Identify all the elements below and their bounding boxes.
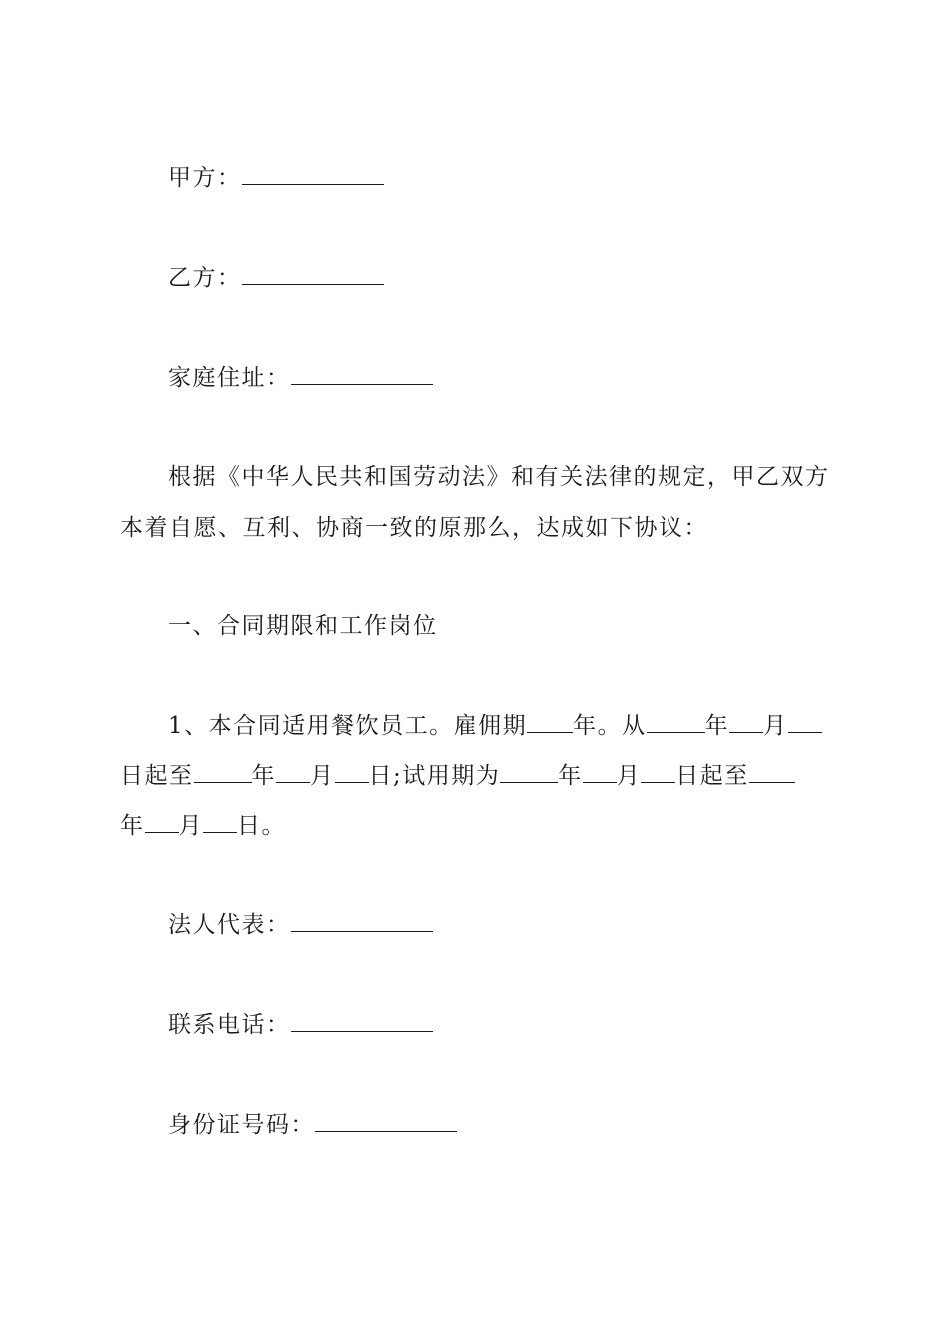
clause-1-text: 日起至 [120,763,194,789]
legal-rep-blank[interactable] [291,911,433,932]
phone-line [168,1011,433,1039]
clause-1-line-1 [168,712,822,740]
intro-text-2: 本着自愿、互利、协商一致的原那么，达成如下协议： [120,515,708,541]
party-b-line [168,264,384,292]
end-day-blank[interactable] [335,762,369,783]
phone-blank[interactable] [291,1011,433,1032]
intro-line-2 [120,514,708,542]
clause-1-text: 月 [616,763,642,789]
legal-rep-line [168,911,433,939]
clause-1-text: 月 [763,713,788,739]
party-a-label: 甲方： [168,165,242,191]
clause-1-text: 1、本合同适用餐饮员工。雇佣期 [168,713,528,739]
trial-end-day-blank[interactable] [203,812,237,833]
trial-start-month-blank[interactable] [583,762,617,783]
start-month-blank[interactable] [729,712,763,733]
clause-1-text: 年。从 [573,713,647,739]
clause-1-text: 年 [558,763,583,789]
clause-1-text: 年 [704,713,730,739]
clause-1-line-3 [120,812,286,840]
home-address-label: 家庭住址： [168,365,291,391]
section-1-heading [168,612,438,640]
clause-1-text: 日。 [237,813,286,839]
clause-1-text: 年 [120,813,145,839]
phone-label: 联系电话： [168,1012,291,1038]
intro-line-1 [168,463,830,491]
clause-1-text: 日;试用期为 [368,763,501,789]
party-b-blank[interactable] [242,264,384,285]
start-day-blank[interactable] [788,712,822,733]
clause-1-text: 日起至 [675,763,749,789]
trial-start-day-blank[interactable] [641,762,675,783]
end-year-blank[interactable] [194,762,252,783]
trial-start-year-blank[interactable] [500,762,558,783]
trial-end-month-blank[interactable] [145,812,179,833]
home-address-blank[interactable] [291,364,433,385]
id-number-blank[interactable] [315,1111,457,1132]
home-address-line [168,364,433,392]
id-number-label: 身份证号码： [168,1112,315,1138]
party-a-line [168,164,384,192]
clause-1-text: 月 [178,813,203,839]
legal-rep-label: 法人代表： [168,912,291,938]
end-month-blank[interactable] [276,762,310,783]
start-year-blank[interactable] [647,712,705,733]
clause-1-text: 年 [251,763,276,789]
section-1-heading-text: 一、合同期限和工作岗位 [168,613,438,639]
id-number-line [168,1111,457,1139]
employment-years-blank[interactable] [527,712,573,733]
clause-1-text: 月 [310,763,335,789]
intro-text-1: 根据《中华人民共和国劳动法》和有关法律的规定，甲乙双方 [168,464,830,490]
party-a-blank[interactable] [242,164,384,185]
party-b-label: 乙方： [168,265,242,291]
clause-1-line-2 [120,762,795,790]
trial-end-year-blank[interactable] [749,762,795,783]
